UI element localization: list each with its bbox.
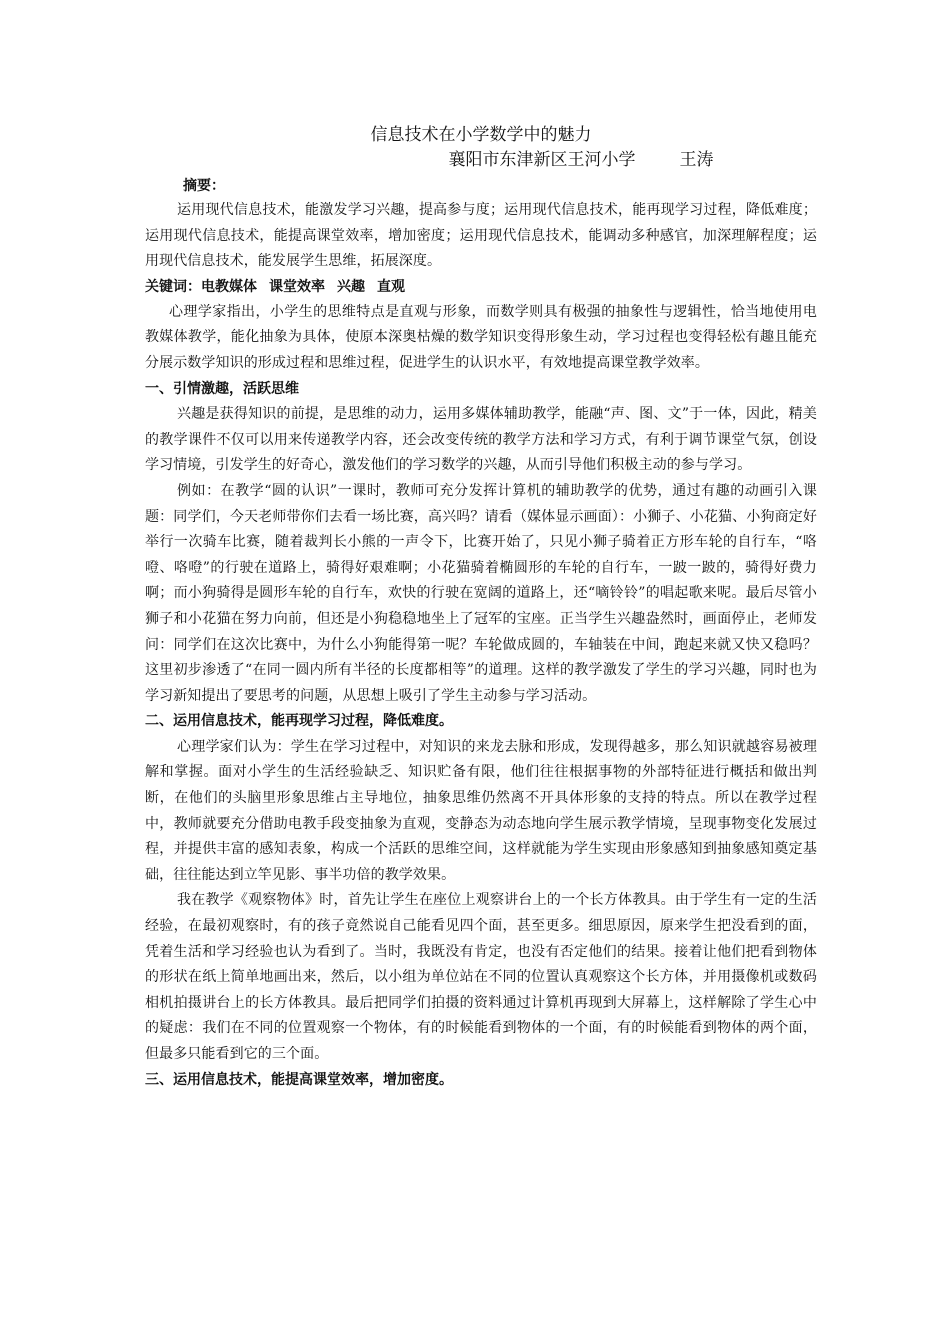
section1-paragraph-2: 例如：在教学“圆的认识”一课时，教师可充分发挥计算机的辅助教学的优势，通过有趣的动画引入课题：同学们，今天老师带你们去看一场比赛，高兴吗？请看（媒体显示画面）：小狮子、小花猫、小狗商定好举行一次骑车比赛，随着裁判长小熊的一声令下，比赛开始了，只见小狮子骑着正方形车轮的自行车，“咯噔、咯噔”的行驶在道路上，骑得好艰难啊；小花猫骑着椭圆形的车轮的自行车，一跛一跛的，骑得好费力啊；而小狗骑得是圆形车轮的自行车，欢快的行驶在宽阔的道路上，还“嘀铃铃”的唱起歌来呢。最后尽管小狮子和小花猫在努力向前，但还是小狗稳稳地坐上了冠军的宝座。正当学生兴趣盎然时，画面停止，老师发问：同学们在这次比赛中，为什么小狗能得第一呢？车轮做成圆的，车轴装在中间，跑起来就又快又稳吗？这里初步渗透了“在同一圆内所有半径的长度都相等”的道理。这样的教学激发了学生的学习兴趣，同时也为学习新知提出了要思考的问题，从思想上吸引了学生主动参与学习活动。	[145, 482, 817, 704]
keywords-label: 关键词：	[145, 278, 201, 295]
author-line	[145, 148, 817, 172]
keywords-line	[145, 275, 817, 300]
keyword: 直观	[377, 278, 405, 295]
keyword: 兴趣	[337, 278, 365, 295]
document-title: 信息技术在小学数学中的魅力	[370, 125, 592, 145]
section1-paragraph-1: 兴趣是获得知识的前提，是思维的动力，运用多媒体辅助教学，能融“声、图、文”于一体，因此，精美的教学课件不仅可以用来传递教学内容，还会改变传统的教学方法和学习方式，有利于调节课堂气氛，创设学习情境，引发学生的好奇心，激发他们的学习数学的兴趣，从而引导他们积极主动的参与学习。	[145, 406, 817, 474]
section-heading-3: 三、运用信息技术，能提高课堂效率，增加密度。	[145, 1071, 453, 1088]
keyword: 电教媒体	[201, 278, 257, 295]
keyword: 课堂效率	[269, 278, 325, 295]
abstract-text: 运用现代信息技术，能激发学习兴趣，提高参与度；运用现代信息技术，能再现学习过程，降低难度；运用现代信息技术，能提高课堂效率，增加密度；运用现代信息技术，能调动多种感官，加深理解程度；运用现代信息技术，能发展学生思维，拓展深度。	[145, 202, 817, 270]
author-school: 襄阳市东津新区王河小学	[448, 150, 636, 170]
abstract-label: 摘要：	[183, 178, 225, 194]
section-heading-1: 一、引情激趣，活跃思维	[145, 380, 299, 397]
section2-paragraph-1: 心理学家们认为：学生在学习过程中，对知识的来龙去脉和形成，发现得越多，那么知识就越容易被理解和掌握。面对小学生的生活经验缺乏、知识贮备有限，他们往往根据事物的外部特征进行概括和做出判断，在他们的头脑里形象思维占主导地位，抽象思维仍然离不开具体形象的支持的特点。所以在教学过程中，教师就要充分借助电教手段变抽象为直观，变静态为动态地向学生展示教学情境，呈现事物变化发展过程，并提供丰富的感知表象，构成一个活跃的思维空间，这样就能为学生实现由形象感知到抽象感知奠定基础，往往能达到立竿见影、事半功倍的教学效果。	[145, 738, 817, 883]
section2-paragraph-2: 我在教学《观察物体》时，首先让学生在座位上观察讲台上的一个长方体教具。由于学生有一定的生活经验，在最初观察时，有的孩子竟然说自己能看见四个面，甚至更多。细思原因，原来学生把没看到的面，凭着生活和学习经验也认为看到了。当时，我既没有肯定，也没有否定他们的结果。接着让他们把看到物体的形状在纸上简单地画出来，然后，以小组为单位站在不同的位置认真观察这个长方体，并用摄像机或数码相机拍摄讲台上的长方体教具。最后把同学们拍摄的资料通过计算机再现到大屏幕上，这样解除了学生心中的疑虑：我们在不同的位置观察一个物体，有的时候能看到物体的一个面，有的时候能看到物体的两个面，但最多只能看到它的三个面。	[145, 892, 817, 1062]
document-page	[145, 122, 817, 1093]
author-name: 王涛	[679, 150, 714, 170]
intro-paragraph: 心理学家指出，小学生的思维特点是直观与形象，而数学则具有极强的抽象性与逻辑性，恰当地使用电教媒体教学，能化抽象为具体，使原本深奥枯燥的数学知识变得形象生动，学习过程也变得轻松有趣且能充分展示数学知识的形成过程和思维过程，促进学生的认识水平，有效地提高课堂教学效率。	[145, 303, 817, 371]
section-heading-2: 二、运用信息技术，能再现学习过程，降低难度。	[145, 713, 453, 730]
